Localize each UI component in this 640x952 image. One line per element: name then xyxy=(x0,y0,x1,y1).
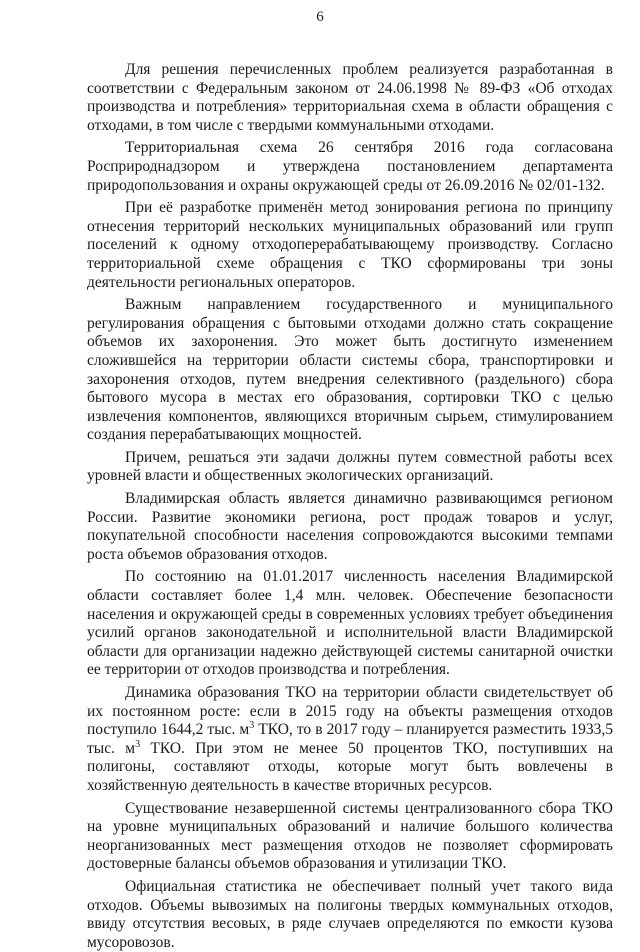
paragraph-collection-system: Существование незавершенной системы централизованного сбора ТКО на уровне муниципальных образований и наличие большого количества неорганизованных мест размещения отходов не позволяет сформировать достоверные балансы объемов образования и утилизации ТКО. xyxy=(87,799,613,873)
cubic-superscript-2: 3 xyxy=(135,738,141,750)
paragraph-waste-law-scheme: Для решения перечисленных проблем реализуется разработанная в соответствии с Федеральным законом от 24.06.1998 № 89-ФЗ «Об отходах производства и потребления» территориальная схема в области обращения с отходами, в том числе с твердыми коммунальными отходами. xyxy=(87,61,613,134)
paragraph-region-growth: Владимирская область является динамично развивающимся регионом России. Развитие экономики региона, рост продаж товаров и услуг, покупательной способности населения сопровождаются высокими темпами роста объемов образования отходов. xyxy=(87,490,613,563)
tko-dynamics-text-2: ТКО, то в 2017 году – планируется разместить 1933,5 тыс. м xyxy=(87,721,613,757)
tko-dynamics-text-1: Динамика образования ТКО на территории области свидетельствует об их постоянном росте: если в 2015 году на объекты размещения отходов поступило 1644,2 тыс. м xyxy=(87,684,613,739)
cubic-superscript-1: 3 xyxy=(249,720,255,732)
paragraph-joint-work: Причем, решаться эти задачи должны путем совместной работы всех уровней власти и общественных экологических организаций. xyxy=(87,448,613,485)
tko-dynamics-text-3: ТКО. При этом не менее 50 процентов ТКО, поступивших на полигоны, составляют отходы, которые могут быть вовлечены в хозяйственную деятельность в качестве вторичных ресурсов. xyxy=(87,739,613,794)
paragraph-zoning-method: При её разработке применён метод зонирования региона по принципу отнесения территорий нескольких муниципальных образований или групп поселений к одному отходоперерабатывающему производству. Согласно территориальной схеме обращения с ТКО сформированы три зоны деятельности региональных операторов. xyxy=(87,199,613,291)
paragraph-tko-dynamics xyxy=(87,684,613,796)
paragraph-statistics: Официальная статистика не обеспечивает полный учет такого вида отходов. Объемы вывозимых на полигоны твердых коммунальных отходов, ввиду отсутствия весовых, в ряде случаев определяются по емкости кузова мусоровозов. xyxy=(87,877,613,951)
paragraph-scheme-approval: Территориальная схема 26 сентября 2016 года согласована Росприроднадзором и утверждена постановлением департамента природопользования и охраны окружающей среды от 26.09.2016 № 02/01-132. xyxy=(87,139,613,194)
paragraph-population: По состоянию на 01.01.2017 численность населения Владимирской области составляет более 1,4 млн. человек. Обеспечение безопасности населения и окружающей среды в современных условиях требует объединения усилий органов законодательной и исполнительной власти Владимирской области для организации надежно действующей системы санитарной очистки ее территории от отходов производства и потребления. xyxy=(87,568,613,679)
paragraph-regulation-direction: Важным направлением государственного и муниципального регулирования обращения с бытовыми отходами должно стать сокращение объемов их захоронения. Это может быть достигнуто изменением сложившейся на территории области системы сбора, транспортировки и захоронения отходов, путем внедрения селективного (раздельного) сбора бытового мусора в местах его образования, сортировки ТКО с целью извлечения компонентов, являющихся вторичным сырьем, стимулированием создания перерабатывающих мощностей. xyxy=(87,296,613,444)
page-number: 6 xyxy=(316,9,324,25)
document-body xyxy=(87,61,613,952)
